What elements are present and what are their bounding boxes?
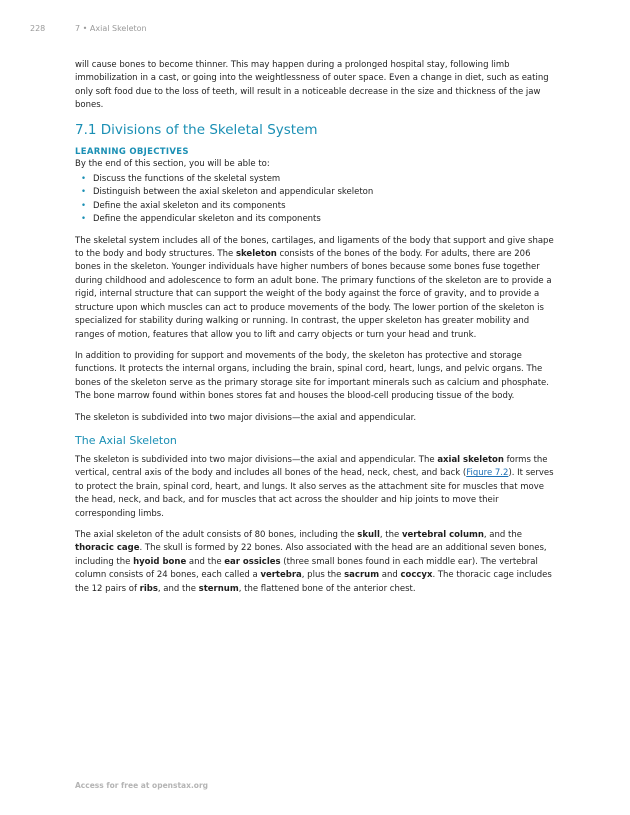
term-hyoid-bone: hyoid bone <box>133 556 187 567</box>
term-ear-ossicles: ear ossicles <box>224 556 281 567</box>
term-thoracic-cage: thoracic cage <box>75 543 140 554</box>
divisions-paragraph: The skeleton is subdivided into two major divisions—the axial and appendicular. <box>75 412 417 423</box>
objectives-intro: By the end of this section, you will be able to: <box>75 158 270 169</box>
section-title: 7.1 Divisions of the Skeletal System <box>75 121 318 138</box>
axial-skeleton-paragraph <box>75 454 555 521</box>
axial-bones-paragraph <box>75 529 555 596</box>
text-run: The skeleton is subdivided into two major divisions—the axial and appendicular. The <box>75 454 438 465</box>
figure-7-2-link[interactable]: Figure 7.2 <box>466 468 509 479</box>
main-content <box>75 59 555 604</box>
text-run: , the <box>379 529 402 540</box>
term-sternum: sternum <box>198 583 239 594</box>
footer-access-note: Access for free at openstax.org <box>75 781 209 790</box>
intro-paragraph: will cause bones to become thinner. This may happen during a prolonged hospital stay, following limb immobilization in a cast, or going into the weightlessness of outer space. Even a change in diet, such as eating only soft food due to the loss of teeth, will result in a noticeable decrease in the size and thickness of the jaw bones. <box>75 60 549 111</box>
term-ribs: ribs <box>139 583 158 594</box>
protective-functions-paragraph: In addition to providing for support and movements of the body, the skeleton has protective and storage functions. It protects the internal organs, including the brain, spinal cord, heart, lungs, and pelvic organs. The bones of the skeleton serve as the primary storage site for important minerals such as calcium and phosphate. The bone marrow found within bones stores fat and houses the blood-cell producing tissue of the body. <box>75 350 549 402</box>
text-run: (three small bones found in each middle ear). The vertebral column consists of 24 bones, each called a <box>75 556 538 581</box>
term-axial-skeleton: axial skeleton <box>437 454 504 465</box>
text-run: The skeletal system includes all of the bones, cartilages, and ligaments of the body that support and give shape to the body and body structures. The <box>75 235 554 260</box>
text-run: forms the vertical, central axis of the body and includes all bones of the head, neck, chest, and back ( <box>75 454 548 479</box>
text-run: . The skull is formed by 22 bones. Also associated with the head are an additional seven bones, including the <box>75 543 547 567</box>
term-skull: skull <box>357 529 380 540</box>
text-run: ). It serves to protect the brain, spinal cord, heart, and lungs. It also serves as the attachment site for muscles that move the head, neck, and back, and for muscles that act across the shoulder and hip joints to move their corresponding limbs. <box>75 468 554 519</box>
text-run: . The thoracic cage includes the 12 pairs of <box>75 570 552 594</box>
term-skeleton: skeleton <box>235 249 277 260</box>
objective-item: • Define the axial skeleton and its components <box>75 200 555 213</box>
text-run: , the flattened bone of the anterior chest. <box>238 583 416 594</box>
text-run: The axial skeleton of the adult consists of 80 bones, including the <box>75 529 358 540</box>
objectives-list <box>75 173 555 227</box>
objective-item: • Distinguish between the axial skeleton and appendicular skeleton <box>75 186 555 199</box>
term-vertebra: vertebra <box>260 570 302 581</box>
text-run: , and the <box>157 583 199 594</box>
term-sacrum: sacrum <box>344 570 380 581</box>
text-run: consists of the bones of the body. For adults, there are 206 bones in the skeleton. Younger individuals have higher numbers of bones because some bones fuse together during childhood and adolescence to form an adult bone. The primary functions of the skeleton are to provide a rigid, internal structure that can support the weight of the body against the force of gravity, and to provide a structure upon which muscles can act to produce movements of the body. The lower portion of the skeleton is specialized for stability during walking or running. In contrast, the upper skeleton has greater mobility and ranges of motion, features that allow you to lift and carry objects or turn your head and trunk. <box>75 249 552 340</box>
text-run: , and the <box>483 529 522 540</box>
axial-skeleton-heading: The Axial Skeleton <box>75 433 177 447</box>
text-run: , plus the <box>301 570 345 581</box>
skeletal-system-paragraph <box>75 235 555 342</box>
term-vertebral-column: vertebral column <box>401 529 484 540</box>
term-coccyx: coccyx <box>400 570 433 581</box>
text-run: and <box>379 570 401 581</box>
learning-objectives-heading: LEARNING OBJECTIVES <box>75 146 189 157</box>
objective-item: • Discuss the functions of the skeletal system <box>75 173 555 186</box>
objective-item: • Define the appendicular skeleton and its components <box>75 213 555 226</box>
text-run: and the <box>186 556 225 567</box>
page-number: 228 <box>30 24 46 33</box>
running-section-title: 7 • Axial Skeleton <box>75 24 147 33</box>
